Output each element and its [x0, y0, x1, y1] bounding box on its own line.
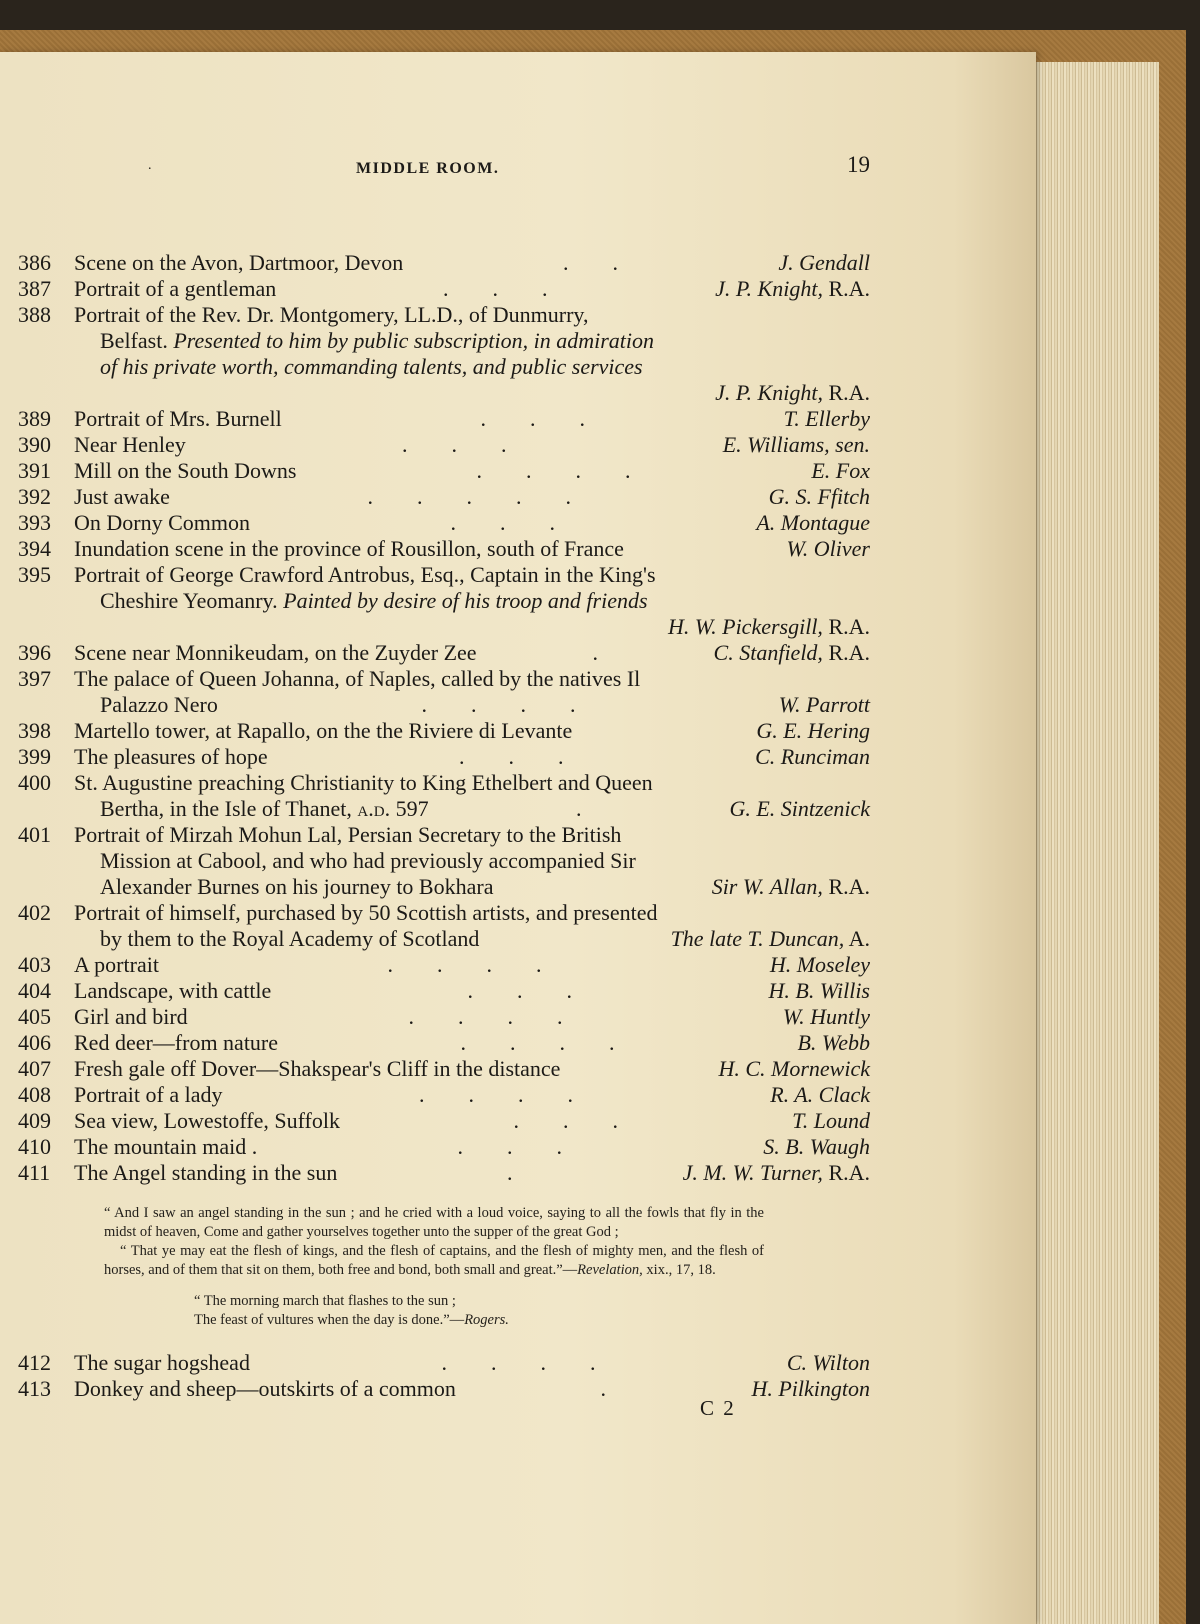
entry-date-era: a.d.: [357, 796, 391, 821]
entry-number: 412: [18, 1350, 51, 1375]
catalogue-entry: [18, 1108, 870, 1134]
entries-group-b: [18, 1350, 870, 1402]
entry-title: [74, 1004, 188, 1030]
entry-title-text: by them to the Royal Academy of Scotland: [100, 926, 480, 951]
entry-title-text: Bertha, in the Isle of Thanet,: [100, 796, 358, 821]
entry-line: [74, 640, 870, 666]
artist-name: W. Huntly: [782, 1004, 870, 1029]
catalogue-entry: [18, 640, 870, 666]
entry-artist: [769, 484, 870, 510]
entry-title: [74, 718, 572, 744]
leader-dots: . . . .: [408, 1004, 563, 1029]
entry-title: [100, 588, 648, 614]
entry-title-text: Scene on the Avon, Dartmoor, Devon: [74, 250, 404, 275]
entry-artist: [756, 510, 870, 536]
entry-line: [74, 1108, 870, 1134]
leader-dots: . . . .: [460, 1030, 615, 1055]
entry-title-text: The pleasures of hope: [74, 744, 268, 769]
leader-dots: . . . .: [421, 692, 576, 717]
entry-number: 399: [18, 744, 51, 769]
entry-title: [74, 952, 159, 978]
leader-dots: . . . .: [476, 458, 631, 483]
entry-number: 405: [18, 1004, 51, 1029]
entry-line: [74, 1350, 870, 1376]
artist-name: B. Webb: [797, 1030, 870, 1055]
entry-line: [74, 562, 870, 588]
entry-number: 393: [18, 510, 51, 535]
entry-title-text: Cheshire Yeomanry.: [100, 588, 278, 613]
entry-number: 395: [18, 562, 51, 587]
entry-artist: [770, 952, 870, 978]
entry-line: [74, 302, 870, 328]
entry-title-text: Near Henley: [74, 432, 186, 457]
artist-name: E. Fox: [811, 458, 870, 483]
verse: [194, 1292, 764, 1330]
entry-line: [74, 1004, 870, 1030]
artist-honour: R.A.: [822, 874, 870, 899]
entry-artist: [714, 640, 870, 666]
entry-number: 409: [18, 1108, 51, 1133]
page-edges: [1036, 62, 1159, 1624]
entry-artist: [756, 718, 870, 744]
entry-number: 410: [18, 1134, 51, 1159]
entry-number: 386: [18, 250, 51, 275]
quote-p2-text: “ That ye may eat the flesh of kings, and the flesh of captains, and the flesh of mighty men, and the flesh of horses, and of them that sit on them, both free and bond, both small and great.”—: [104, 1243, 764, 1278]
entry-title: [74, 1160, 337, 1186]
verse-line-1: “ The morning march that flashes to the sun ;: [194, 1293, 456, 1309]
quote-paragraph-1: “ And I saw an angel standing in the sun ; and he cried with a loud voice, saying to all the fowls that fly in the midst of heaven, Come and gather yourselves together unto the supper of the great God ;: [104, 1205, 764, 1240]
catalogue-entry: [18, 1082, 870, 1108]
catalogue-entry: [18, 432, 870, 458]
entry-title-text: Alexander Burnes on his journey to Bokhara: [100, 874, 494, 899]
entry-title-text: Portrait of a gentleman: [74, 276, 277, 301]
entry-line: [74, 1030, 870, 1056]
entry-title: [74, 978, 271, 1004]
artist-name: R. A. Clack: [770, 1082, 870, 1107]
running-head: MIDDLE ROOM.: [356, 160, 500, 177]
entry-title-text: Fresh gale off Dover—Shakspear's Cliff in the distance: [74, 1056, 561, 1081]
entry-line: [74, 250, 870, 276]
entry-artist: [797, 1030, 870, 1056]
artist-name: A. Montague: [756, 510, 870, 535]
entry-number: 394: [18, 536, 51, 561]
entry-artist: [751, 1376, 870, 1402]
artist-name: H. Moseley: [769, 952, 870, 977]
entry-title-text: The sugar hogshead: [74, 1350, 250, 1375]
artist-honour: A.: [844, 926, 870, 951]
leader-dots: .: [600, 1376, 606, 1401]
entry-title: [74, 822, 621, 848]
entry-title: [74, 432, 186, 458]
entry-number: 401: [18, 822, 51, 847]
artist-name: G. E. Hering: [756, 718, 870, 743]
entry-title: [100, 692, 218, 718]
artist-name: C. Wilton: [786, 1350, 870, 1375]
entry-title-text: Belfast.: [100, 328, 168, 353]
entry-title: [74, 666, 640, 692]
header-mark: .: [148, 158, 152, 173]
catalogue-entry: [18, 822, 870, 900]
catalogue-entry: [18, 1056, 870, 1082]
entry-artist: [763, 1134, 870, 1160]
leader-dots: . . . .: [387, 952, 542, 977]
entry-number: 392: [18, 484, 51, 509]
entry-line: [74, 666, 870, 692]
leader-dots: . . .: [443, 276, 548, 301]
catalogue-entry: [18, 250, 870, 276]
entry-title-text: St. Augustine preaching Christianity to King Ethelbert and Queen: [74, 770, 653, 795]
entry-line: [74, 458, 870, 484]
entry-artist: [783, 1004, 870, 1030]
leader-dots: . . .: [450, 510, 555, 535]
leader-dots: . . . .: [419, 1082, 573, 1107]
catalogue-entry: [18, 1134, 870, 1160]
entry-title: [74, 1134, 257, 1160]
entry-title-text: Girl and bird: [74, 1004, 188, 1029]
entry-title-text: Inundation scene in the province of Rousillon, south of France: [74, 536, 624, 561]
entry-artist: [811, 458, 870, 484]
leader-dots: . . .: [467, 978, 572, 1003]
entry-title: [74, 276, 276, 302]
entry-number: 406: [18, 1030, 51, 1055]
catalogue-entry: [18, 770, 870, 822]
entry-title-text: Portrait of himself, purchased by 50 Scottish artists, and presented: [74, 900, 658, 925]
catalogue-entry: [18, 510, 870, 536]
catalogue-entry: [18, 952, 870, 978]
entry-title: [100, 926, 479, 952]
entry-line: [74, 952, 870, 978]
entry-title: [74, 536, 624, 562]
verse-source: Rogers.: [464, 1312, 509, 1328]
entry-line: [74, 718, 870, 744]
leader-dots: . . .: [402, 432, 507, 457]
entry-line: [74, 1056, 870, 1082]
entry-number: 389: [18, 406, 51, 431]
entry-line: [100, 588, 870, 614]
entry-line: [100, 328, 870, 354]
entry-line: [74, 510, 870, 536]
verse-line-2-text: The feast of vultures when the day is done.”—: [194, 1312, 465, 1328]
entry-artist: [715, 276, 870, 302]
entry-title-text: Portrait of the Rev. Dr. Montgomery, LL.D., of Dunmurry,: [74, 302, 589, 327]
entry-title-text: Portrait of a lady: [74, 1082, 223, 1107]
artist-honour: R.A.: [822, 1160, 870, 1185]
entry-line: [74, 536, 870, 562]
leader-dots: . . .: [457, 1134, 562, 1159]
entry-artist: [712, 874, 870, 900]
artist-name: G. E. Sintzenick: [729, 796, 870, 821]
entry-artist: [729, 796, 870, 822]
entry-line: [74, 744, 870, 770]
entry-title: [74, 1108, 340, 1134]
catalogue-entry: [18, 978, 870, 1004]
entry-title-text: On Dorny Common: [74, 510, 250, 535]
artist-name: C. Runciman: [755, 744, 870, 769]
entry-note: Painted by desire of his troop and friends: [277, 588, 648, 613]
entry-artist: [787, 1350, 870, 1376]
page-number: 19: [847, 152, 870, 177]
leader-dots: .: [592, 640, 598, 665]
leader-dots: . .: [563, 250, 618, 275]
entry-title: [100, 874, 493, 900]
artist-name: H. B. Willis: [768, 978, 870, 1003]
catalogue-entry: [18, 1004, 870, 1030]
entry-line: [74, 484, 870, 510]
artist-name: W. Oliver: [786, 536, 870, 561]
entry-number: 390: [18, 432, 51, 457]
quote-p2-ref: xix., 17, 18.: [642, 1262, 716, 1278]
entry-number: 387: [18, 276, 51, 301]
entry-line: [100, 796, 870, 822]
entry-line: [74, 978, 870, 1004]
entry-title-text: Portrait of Mrs. Burnell: [74, 406, 282, 431]
catalogue-entry: [18, 302, 870, 406]
entry-line: [74, 770, 870, 796]
entry-title-text: Mill on the South Downs: [74, 458, 297, 483]
entry-title-text: Portrait of Mirzah Mohun Lal, Persian Secretary to the British: [74, 822, 622, 847]
entry-line: [100, 614, 870, 640]
entry-line: [74, 1082, 870, 1108]
artist-name: C. Stanfield,: [713, 640, 823, 665]
entry-title-text: Mission at Cabool, and who had previously accompanied Sir: [100, 848, 636, 873]
catalogue-entry: [18, 744, 870, 770]
entry-title: [74, 1350, 250, 1376]
entry-title: [74, 562, 656, 588]
entry-number: 400: [18, 770, 51, 795]
artist-name: H. Pilkington: [751, 1376, 870, 1401]
entry-note: of his private worth, commanding talents, and public services: [100, 354, 643, 379]
entry-number: 404: [18, 978, 51, 1003]
artist-honour: R.A.: [822, 640, 870, 665]
catalogue-entry: [18, 276, 870, 302]
entry-title: [74, 484, 170, 510]
leader-dots: . . .: [513, 1108, 618, 1133]
leader-dots: .: [507, 1160, 513, 1185]
entry-artist: [770, 1082, 870, 1108]
entry-artist: [778, 250, 870, 276]
page-header: [0, 152, 870, 182]
entry-title-text: Palazzo Nero: [100, 692, 218, 717]
catalogue-entry: [18, 1376, 870, 1402]
quote-p2-source: Revelation,: [577, 1262, 643, 1278]
artist-honour: R.A.: [822, 380, 870, 405]
entry-line: [74, 900, 870, 926]
artist-name: J. P. Knight,: [715, 276, 823, 301]
entry-title: [74, 250, 403, 276]
entry-artist: [784, 406, 870, 432]
leader-dots: . . .: [480, 406, 585, 431]
entry-number: 413: [18, 1376, 51, 1401]
entry-title-text: Red deer—from nature: [74, 1030, 279, 1055]
entry-line: [100, 874, 870, 900]
catalogue-entry: [18, 900, 870, 952]
entry-title: [74, 900, 658, 926]
entry-title: [74, 1056, 560, 1082]
entry-title: [74, 770, 653, 796]
catalogue-entry: [18, 1160, 870, 1186]
artist-name: G. S. Ffitch: [768, 484, 870, 509]
entry-line: [74, 432, 870, 458]
artist-name: E. Williams, sen.: [722, 432, 870, 457]
entry-line: [74, 1160, 870, 1186]
entry-artist: [715, 380, 870, 406]
entry-title-text: Donkey and sheep—outskirts of a common: [74, 1376, 456, 1401]
entry-artist: [683, 1160, 870, 1186]
catalogue-entry: [18, 666, 870, 718]
scripture-quote: [104, 1204, 764, 1330]
entry-number: 397: [18, 666, 51, 691]
signature-mark: C 2: [700, 1396, 736, 1420]
artist-name: H. C. Mornewick: [718, 1056, 870, 1081]
entry-line: [74, 1376, 870, 1402]
catalogue-entry: [18, 1030, 870, 1056]
entry-number: 407: [18, 1056, 51, 1081]
entry-title: [74, 458, 296, 484]
entry-number: 402: [18, 900, 51, 925]
leader-dots: . . . . .: [367, 484, 571, 509]
entry-title: [100, 328, 654, 354]
entry-title-text: The palace of Queen Johanna, of Naples, called by the natives Il: [74, 666, 641, 691]
entry-title: [100, 796, 429, 822]
entry-artist: [718, 1056, 870, 1082]
entry-title: [74, 302, 588, 328]
entry-title: [74, 1376, 456, 1402]
entry-title: [100, 354, 643, 380]
entry-title-text: Just awake: [74, 484, 170, 509]
entry-artist: [668, 614, 870, 640]
entry-date-year: 597: [390, 796, 429, 821]
catalogue-entry: [18, 1350, 870, 1376]
leader-dots: . . . .: [441, 1350, 596, 1375]
artist-name: H. W. Pickersgill,: [667, 614, 823, 639]
artist-honour: R.A.: [822, 276, 870, 301]
entries-group-a: [18, 250, 870, 1186]
entry-line: [74, 822, 870, 848]
page-text: [0, 52, 1036, 1624]
entry-line: [100, 380, 870, 406]
catalogue-entry: [18, 484, 870, 510]
catalogue-entry: [18, 458, 870, 484]
entry-artist: [769, 978, 870, 1004]
entry-line: [100, 354, 870, 380]
catalogue-entry: [18, 406, 870, 432]
artist-name: T. Ellerby: [783, 406, 870, 431]
entry-artist: [786, 536, 870, 562]
entry-title: [100, 848, 636, 874]
entry-title: [74, 510, 250, 536]
entry-line: [100, 692, 870, 718]
entry-number: 388: [18, 302, 51, 327]
entry-line: [74, 406, 870, 432]
quote-paragraph-2: [104, 1242, 764, 1280]
entry-title: [74, 1082, 222, 1108]
leader-dots: .: [576, 796, 582, 821]
entry-artist: [671, 926, 870, 952]
artist-name: W. Parrott: [778, 692, 870, 717]
entry-artist: [792, 1108, 870, 1134]
entry-line: [100, 848, 870, 874]
entry-artist: [755, 744, 870, 770]
artist-name: S. B. Waugh: [763, 1134, 870, 1159]
entry-title: [74, 406, 282, 432]
entry-number: 408: [18, 1082, 51, 1107]
entry-title: [74, 1030, 278, 1056]
book-page: [0, 52, 1036, 1624]
entry-number: 403: [18, 952, 51, 977]
entry-number: 396: [18, 640, 51, 665]
entry-title-text: The mountain maid .: [74, 1134, 258, 1159]
artist-name: Sir W. Allan,: [711, 874, 823, 899]
entry-title: [74, 744, 268, 770]
entry-number: 391: [18, 458, 51, 483]
artist-name: J. Gendall: [778, 250, 870, 275]
entry-line: [100, 926, 870, 952]
entry-number: 398: [18, 718, 51, 743]
verse-line-2: [194, 1311, 764, 1330]
entry-line: [74, 276, 870, 302]
entry-title-text: Scene near Monnikeudam, on the Zuyder Zee: [74, 640, 477, 665]
catalogue-entry: [18, 562, 870, 640]
entry-note: Presented to him by public subscription, in admiration: [167, 328, 655, 353]
entry-title-text: A portrait: [74, 952, 159, 977]
entry-title-text: Sea view, Lowestoffe, Suffolk: [74, 1108, 340, 1133]
entry-title-text: Martello tower, at Rapallo, on the the Riviere di Levante: [74, 718, 573, 743]
entry-title-text: Portrait of George Crawford Antrobus, Esq., Captain in the King's: [74, 562, 656, 587]
entry-title-text: The Angel standing in the sun: [74, 1160, 338, 1185]
catalogue-list: [18, 250, 870, 1402]
catalogue-entry: [18, 718, 870, 744]
entry-line: [74, 1134, 870, 1160]
entry-number: 411: [18, 1160, 51, 1185]
catalogue-entry: [18, 536, 870, 562]
artist-name: J. M. W. Turner,: [682, 1160, 823, 1185]
artist-name: T. Lound: [792, 1108, 870, 1133]
artist-honour: R.A.: [822, 614, 870, 639]
entry-artist: [723, 432, 870, 458]
leader-dots: . . .: [459, 744, 564, 769]
artist-name: The late T. Duncan,: [670, 926, 845, 951]
entry-title: [74, 640, 477, 666]
artist-name: J. P. Knight,: [715, 380, 823, 405]
entry-artist: [779, 692, 870, 718]
entry-title-text: Landscape, with cattle: [74, 978, 272, 1003]
